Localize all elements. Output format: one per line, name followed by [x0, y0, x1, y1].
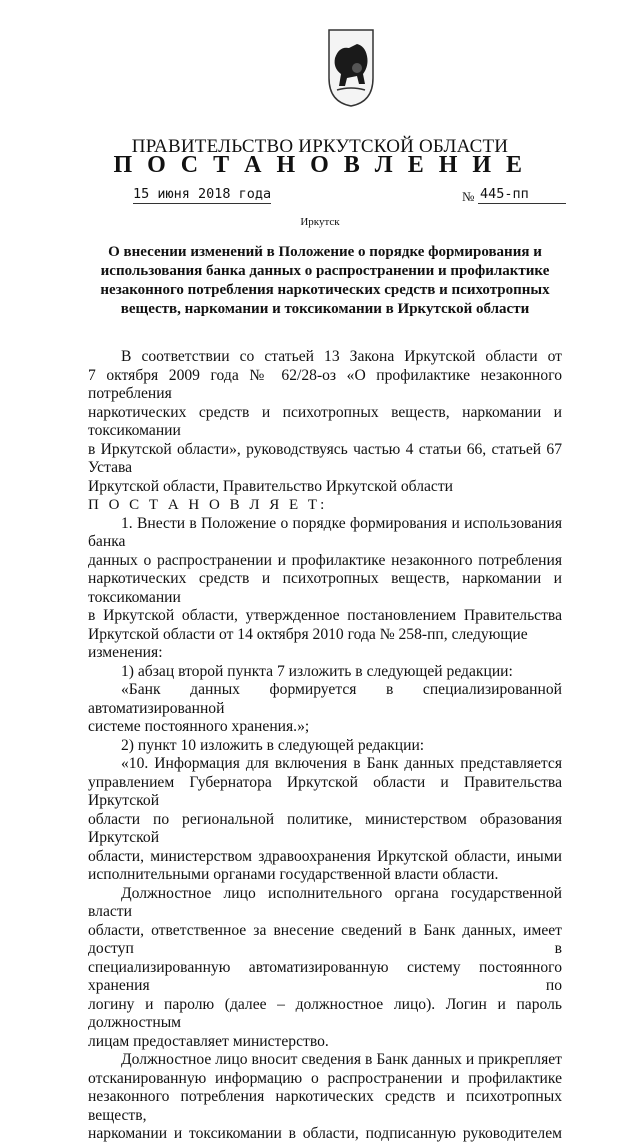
- text-line: Иркутской области, Правительство Иркутской области: [88, 477, 453, 495]
- text-line: Должностное лицо вносит сведения в Банк данных и прикрепляет: [121, 1051, 562, 1068]
- sub-item-1: [88, 663, 562, 682]
- text-line: 7 октября 2009 года № 62/28-оз «О профилактике незаконного потребления: [88, 366, 562, 402]
- document-date: 15 июня 2018 года: [133, 186, 272, 202]
- text-line: логину и паролю (далее – должностное лицо). Логин и пароль должностным: [88, 995, 562, 1031]
- text-line: 2) пункт 10 изложить в следующей редакции:: [121, 736, 425, 754]
- irkutsk-coat-of-arms-icon: [327, 28, 375, 108]
- number-sign: №: [462, 189, 475, 204]
- text-line: системе постоянного хранения.»;: [88, 718, 310, 735]
- text-line: управлением Губернатора Иркутской области и Правительства Иркутской: [88, 773, 562, 809]
- text-line: незаконного потребления наркотических средств и психотропных веществ,: [88, 1088, 562, 1124]
- document-city: Иркутск: [300, 216, 340, 228]
- text-line: отсканированную информацию о распространении и профилактике: [88, 1069, 562, 1087]
- official-paragraph: [88, 885, 562, 1052]
- document-body: [88, 348, 562, 1144]
- text-line: исполнительными органами государственной власти области.: [88, 866, 499, 883]
- preamble-paragraph: [88, 348, 562, 496]
- text-line: в Иркутской области, утвержденное постановлением Правительства: [88, 607, 562, 624]
- text-line: лицам предоставляет министерство.: [88, 1032, 329, 1050]
- document-title: О внесении изменений в Положение о порядке формирования и использования банка данных о распространении и профилактике незаконного потребления наркотических средств и психотропных веществ, наркомании и токсикомании в Иркутской области: [100, 244, 550, 317]
- text-line: наркомании и токсикомании в области, подписанную руководителем: [88, 1125, 562, 1142]
- enter-data-paragraph: [88, 1051, 562, 1144]
- text-line: 1) абзац второй пункта 7 изложить в следующей редакции:: [121, 662, 513, 680]
- resolves-heading: П О С Т А Н О В Л Я Е Т:: [88, 497, 328, 513]
- text-line: «10. Информация для включения в Банк данных представляется: [121, 755, 562, 772]
- text-line: Иркутской области от 14 октября 2010 года № 258-пп, следующие изменения:: [88, 625, 528, 661]
- text-line: 1. Внести в Положение о порядке формирования и использования банка: [88, 514, 562, 550]
- text-line: в Иркутской области», руководствуясь частью 4 статьи 66, статьей 67 Устава: [88, 440, 562, 476]
- text-line: области, министерством здравоохранения Иркутской области, иными: [88, 847, 562, 865]
- document-number: 445-пп: [478, 186, 566, 204]
- quote-2-paragraph: [88, 755, 562, 885]
- text-line: специализированную автоматизированную систему постоянного хранения по: [88, 958, 562, 994]
- text-line: наркотических средств и психотропных веществ, наркомании и токсикомании: [88, 403, 562, 439]
- quote-1-paragraph: [88, 681, 562, 737]
- document-type: П О С Т А Н О В Л Е Н И Е: [113, 152, 527, 178]
- text-line: данных о распространении и профилактике незаконного потребления: [88, 551, 562, 569]
- text-line: «Банк данных формируется в специализированной автоматизированной: [88, 681, 562, 717]
- text-line: области по региональной политике, министерством образования Иркутской: [88, 810, 562, 846]
- item-1-paragraph: [88, 515, 562, 663]
- government-name: ПРАВИТЕЛЬСТВО ИРКУТСКОЙ ОБЛАСТИ: [131, 136, 509, 157]
- sub-item-2: [88, 737, 562, 756]
- text-line: Должностное лицо исполнительного органа государственной власти: [88, 884, 562, 920]
- text-line: В соответствии со статьей 13 Закона Иркутской области от: [121, 348, 562, 365]
- text-line: наркотических средств и психотропных веществ, наркомании и токсикомании: [88, 570, 562, 606]
- text-line: области, ответственное за внесение сведений в Банк данных, имеет доступ в: [88, 921, 562, 957]
